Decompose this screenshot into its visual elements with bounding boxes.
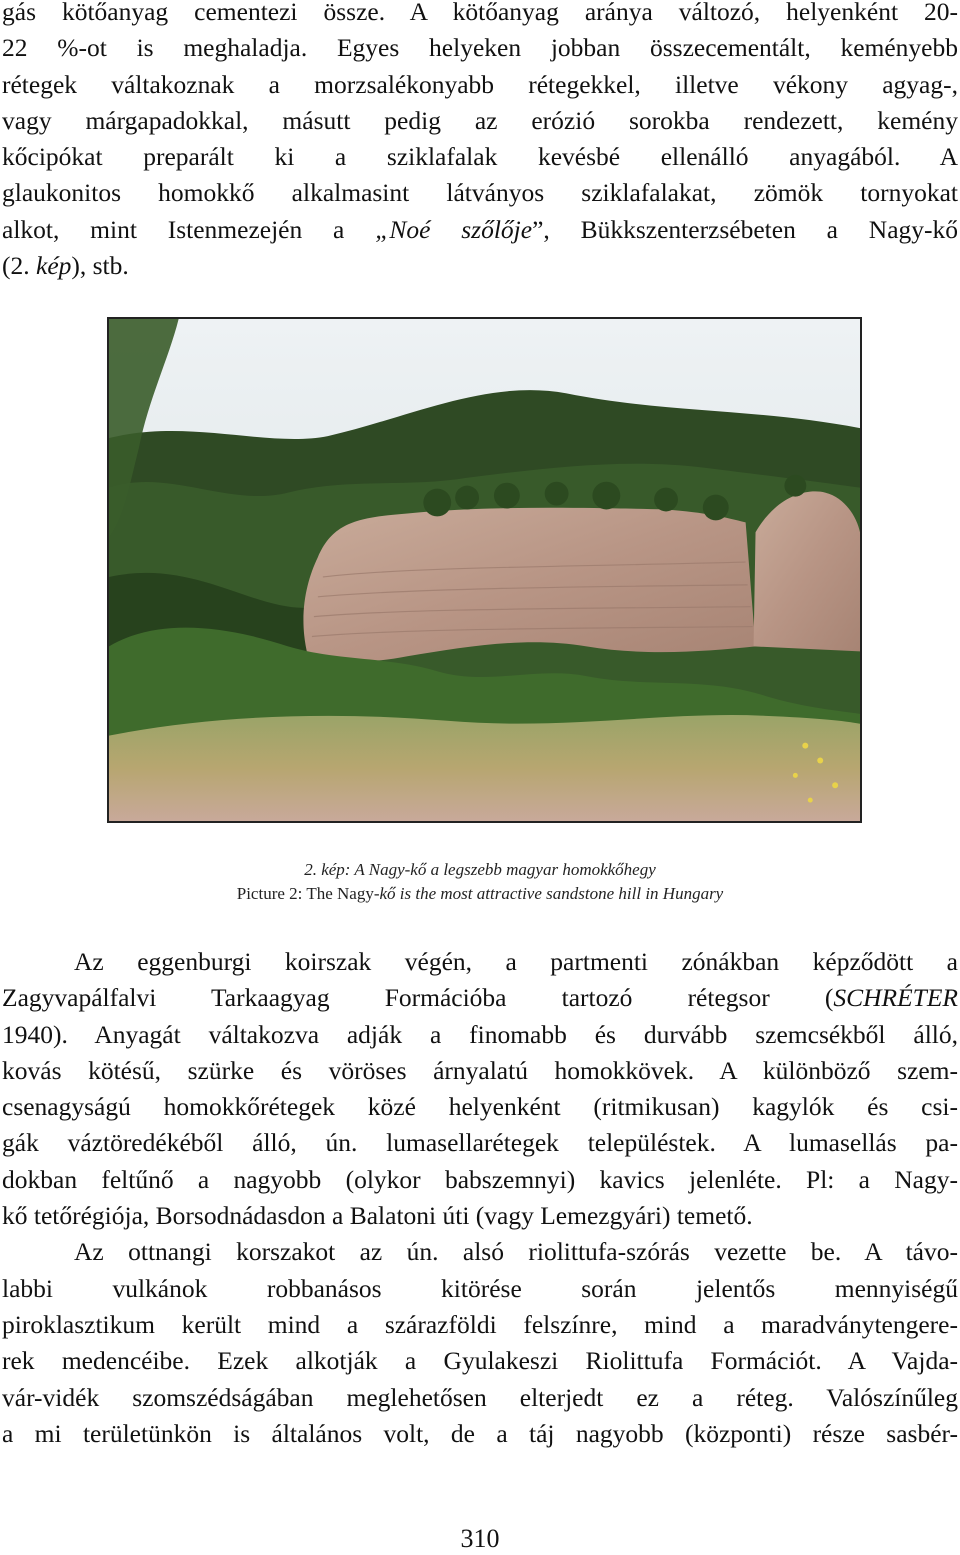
author-citation: SCHRÉTER (833, 983, 958, 1013)
caption-english-upright: Picture 2: The Nagy- (236, 884, 380, 903)
text-run: Zagyvapálfalvi Tarkaagyag Formációba tartozó rétegsor ( (2, 983, 834, 1013)
text-line (2, 248, 958, 284)
text-line: kő tetőrégiója, Borsodnádasdon a Balatoni úti (vagy Lemezgyári) temető. (2, 1201, 753, 1231)
text-line: gás kötőanyag cementezi össze. A kötőanyag aránya változó, helyenként 20- (2, 0, 958, 26)
text-line: Az eggenburgi koirszak végén, a partmenti zónákban képződött a (74, 947, 958, 976)
text-line: vár-vidék szomszédságában meglehetősen elterjedt ez a réteg. Valószínűleg (2, 1382, 958, 1412)
paragraph-bottom (2, 944, 958, 1452)
text-line: kovás kötésű, szürke és vöröses árnyalatú homokkövek. A különböző szem- (2, 1055, 958, 1085)
text-line: rétegek váltakoznak a morzsalékonyabb rétegekkel, illetve vékony agyag-, (2, 69, 958, 99)
text-line (2, 212, 958, 248)
page-number: 310 (460, 1524, 500, 1553)
text-run: alkot, mint Istenmezején a (2, 214, 376, 244)
text-line: labbi vulkánok robbanásos kitörése során jelentős mennyiségű (2, 1273, 958, 1303)
place-name-noe-szoloje: „Noé szőlője (375, 214, 533, 244)
figure-reference: kép (36, 251, 72, 281)
text-line: 1940). Anyagát váltakozva adják a finomabb és durvább szemcsékből álló, (2, 1019, 958, 1049)
paragraph-top (2, 0, 958, 284)
caption-hungarian: 2. kép: A Nagy-kő a legszebb magyar homokkőhegy (304, 860, 656, 879)
text-line: gák váztöredékéből álló, ún. lumasellarétegek településtek. A lumasellás pa- (2, 1128, 958, 1158)
caption-english (0, 882, 960, 906)
text-line: glaukonitos homokkő alkalmasint látványos sziklafalakat, zömök tornyokat (2, 178, 958, 208)
text-line: 22 %-ot is meghaladja. Egyes helyeken jobban összecementált, keményebb (2, 33, 958, 63)
photo-nagy-ko-sandstone-cliff (107, 317, 862, 823)
text-run: ”, Bükkszenterzsébeten a Nagy-kő (532, 214, 958, 244)
text-line: dokban feltűnő a nagyobb (olykor babszemnyi) kavics jelenléte. Pl: a Nagy- (2, 1164, 958, 1194)
text-line: piroklasztikum került mind a szárazföldi felszínre, mind a maradványtengere- (2, 1309, 958, 1339)
text-line: csenagyságú homokkőrétegek közé helyenként (ritmikusan) kagylók és csi- (2, 1092, 958, 1122)
caption-english-italic: kő is the most attractive sandstone hill in Hungary (379, 884, 724, 903)
photo-illustration (109, 319, 860, 821)
text-line: a mi területünkön is általános volt, de a táj nagyobb (központi) része sasbér- (2, 1418, 958, 1448)
text-line: Az ottnangi korszakot az ún. alsó riolittufa-szórás vezette be. A távo- (74, 1237, 958, 1267)
text-line: rek medencéibe. Ezek alkotják a Gyulakeszi Riolittufa Formációt. A Vajda- (2, 1346, 958, 1376)
text-run: ), stb. (71, 251, 129, 281)
text-line: vagy márgapadokkal, másutt pedig az erózió sorokba rendezett, kemény (2, 105, 958, 135)
text-line (2, 980, 958, 1016)
text-line: kőcipókat preparált ki a sziklafalak kevésbé ellenálló anyagából. A (2, 142, 958, 172)
text-run: (2. (2, 251, 36, 281)
